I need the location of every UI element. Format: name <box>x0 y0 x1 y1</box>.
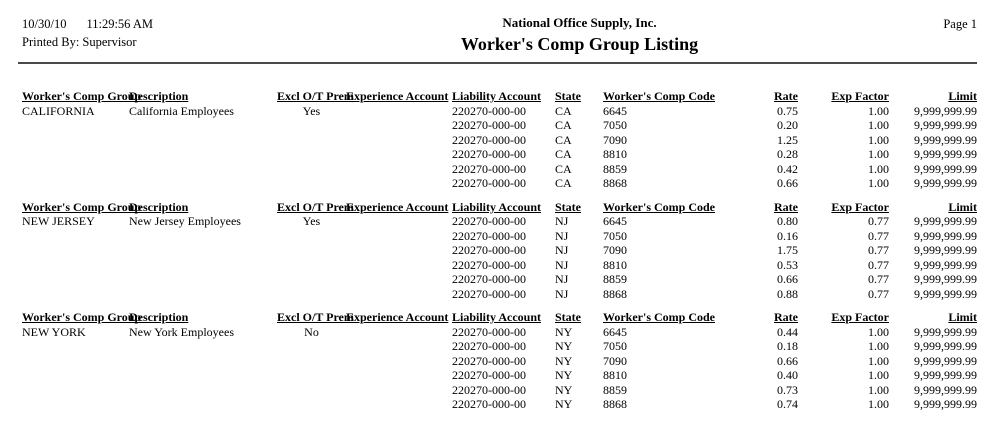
group-section <box>22 310 977 412</box>
group-name <box>22 272 129 287</box>
comp-code-value: 8810 <box>603 368 627 382</box>
column-header: Exp Factor <box>831 199 889 214</box>
column-header: Worker's Comp Code <box>603 199 715 214</box>
company-name: National Office Supply, Inc. <box>502 15 657 30</box>
column-headers <box>22 310 977 325</box>
exp-factor-value: 1.00 <box>868 118 889 132</box>
detail-row <box>22 287 977 302</box>
group-name <box>22 383 129 398</box>
rate-value: 0.66 <box>777 353 798 368</box>
exp-factor-value: 1.00 <box>868 324 889 339</box>
state-value: CA <box>555 161 572 176</box>
state-value: NY <box>555 397 573 411</box>
group-name <box>22 243 129 258</box>
group-description <box>129 272 277 287</box>
liability-account-value: 220270-000-00 <box>452 132 526 147</box>
group-description <box>129 176 277 191</box>
excl-ot-prem-value: Yes <box>302 214 321 228</box>
print-time: 11:29:56 AM <box>86 17 154 31</box>
state-value: NJ <box>555 228 569 243</box>
detail-row <box>22 368 977 383</box>
group-name <box>22 229 129 244</box>
exp-factor-value: 0.77 <box>868 257 889 272</box>
experience-account-value <box>346 339 452 354</box>
excl-ot-prem-value <box>277 147 346 162</box>
state-value: NY <box>555 382 573 397</box>
group-description <box>129 354 277 369</box>
liability-account-value: 220270-000-00 <box>452 272 526 286</box>
experience-account-value <box>346 354 452 369</box>
comp-code-value: 8868 <box>603 286 627 301</box>
column-header: Liability Account <box>452 310 542 324</box>
excl-ot-prem-value <box>277 368 346 383</box>
column-header: Rate <box>774 199 798 214</box>
rate-value: 0.88 <box>777 286 798 301</box>
comp-code-value: 6645 <box>603 324 627 339</box>
rate-value: 0.66 <box>777 176 798 190</box>
limit-value: 9,999,999.99 <box>914 324 977 339</box>
state-value: CA <box>555 176 572 190</box>
experience-account-value <box>346 272 452 287</box>
group-table <box>22 89 977 191</box>
excl-ot-prem-value <box>277 243 346 258</box>
comp-code-value: 6645 <box>603 103 627 118</box>
limit-value: 9,999,999.99 <box>914 147 977 161</box>
rate-value: 0.44 <box>777 324 798 339</box>
rate-value: 0.18 <box>777 339 798 353</box>
rate-value: 0.42 <box>777 161 798 176</box>
column-header: Description <box>129 199 189 214</box>
column-header: Liability Account <box>452 199 542 214</box>
excl-ot-prem-value <box>277 354 346 369</box>
column-header: Description <box>129 89 189 103</box>
comp-code-value: 8810 <box>603 257 627 272</box>
column-header-row <box>22 310 977 325</box>
exp-factor-value: 1.00 <box>868 397 889 411</box>
column-header: State <box>555 89 581 103</box>
group-first-row <box>22 325 977 340</box>
state-value: NJ <box>555 243 569 257</box>
column-header-row <box>22 89 977 104</box>
comp-code-value: 7050 <box>603 339 627 353</box>
group-description <box>129 162 277 177</box>
column-header: Experience Account <box>346 310 449 324</box>
comp-code-value: 8859 <box>603 272 627 286</box>
column-header: Limit <box>948 310 977 324</box>
group-description <box>129 133 277 148</box>
group-table <box>22 310 977 412</box>
group-description <box>129 118 277 133</box>
rate-value: 0.53 <box>777 257 798 272</box>
excl-ot-prem-value <box>277 258 346 273</box>
group-first-row <box>22 214 977 229</box>
comp-code-value: 7050 <box>603 118 627 132</box>
excl-ot-prem-value <box>277 339 346 354</box>
rate-value: 0.66 <box>777 272 798 286</box>
group-name <box>22 147 129 162</box>
excl-ot-prem-value <box>277 229 346 244</box>
column-header: Excl O/T Prem <box>277 199 354 214</box>
experience-account-value <box>346 162 452 177</box>
rate-value: 0.20 <box>777 118 798 132</box>
excl-ot-prem-value <box>277 272 346 287</box>
column-header: Exp Factor <box>831 89 889 103</box>
exp-factor-value: 0.77 <box>868 243 889 257</box>
exp-factor-value: 0.77 <box>868 272 889 286</box>
rate-value: 0.73 <box>777 382 798 397</box>
print-info <box>22 15 272 51</box>
group-description: New York Employees <box>129 324 234 339</box>
comp-code-value: 8859 <box>603 382 627 397</box>
detail-row <box>22 176 977 191</box>
detail-row <box>22 272 977 287</box>
experience-account-value <box>346 176 452 191</box>
experience-account-value <box>346 243 452 258</box>
group-rows <box>22 214 977 301</box>
exp-factor-value: 1.00 <box>868 147 889 161</box>
liability-account-value: 220270-000-00 <box>452 147 526 161</box>
experience-account-value <box>346 368 452 383</box>
group-name <box>22 368 129 383</box>
experience-account-value <box>346 104 452 119</box>
group-name <box>22 339 129 354</box>
state-value: CA <box>555 103 572 118</box>
limit-value: 9,999,999.99 <box>914 214 977 228</box>
exp-factor-value: 1.00 <box>868 339 889 353</box>
group-rows <box>22 325 977 412</box>
state-value: CA <box>555 118 572 132</box>
rate-value: 0.80 <box>777 214 798 228</box>
column-header: Experience Account <box>346 199 449 214</box>
liability-account-value: 220270-000-00 <box>452 324 526 339</box>
excl-ot-prem-value <box>277 287 346 302</box>
limit-value: 9,999,999.99 <box>914 382 977 397</box>
comp-code-value: 7050 <box>603 228 627 243</box>
excl-ot-prem-value <box>277 118 346 133</box>
limit-value: 9,999,999.99 <box>914 272 977 286</box>
exp-factor-value: 1.00 <box>868 161 889 176</box>
experience-account-value <box>346 287 452 302</box>
printed-by-value: Supervisor <box>82 35 137 49</box>
exp-factor-value: 1.00 <box>868 353 889 368</box>
group-name <box>22 162 129 177</box>
column-header: Worker's Comp Code <box>603 310 715 324</box>
rate-value: 1.25 <box>777 132 798 147</box>
group-name <box>22 176 129 191</box>
state-value: NJ <box>555 214 569 228</box>
comp-code-value: 6645 <box>603 214 627 228</box>
column-header: Worker's Comp Group <box>22 199 142 214</box>
comp-code-value: 8810 <box>603 147 627 161</box>
group-description <box>129 229 277 244</box>
group-name: NEW YORK <box>22 324 86 339</box>
liability-account-value: 220270-000-00 <box>452 228 526 243</box>
limit-value: 9,999,999.99 <box>914 397 977 411</box>
group-description <box>129 383 277 398</box>
comp-code-value: 7090 <box>603 353 627 368</box>
detail-row <box>22 147 977 162</box>
liability-account-value: 220270-000-00 <box>452 397 526 411</box>
exp-factor-value: 1.00 <box>868 103 889 118</box>
column-header: State <box>555 199 581 214</box>
liability-account-value: 220270-000-00 <box>452 368 526 382</box>
exp-factor-value: 1.00 <box>868 382 889 397</box>
limit-value: 9,999,999.99 <box>914 339 977 353</box>
liability-account-value: 220270-000-00 <box>452 103 526 118</box>
rate-value: 0.16 <box>777 228 798 243</box>
detail-row <box>22 229 977 244</box>
excl-ot-prem-value <box>277 162 346 177</box>
state-value: NY <box>555 339 573 353</box>
detail-row <box>22 118 977 133</box>
group-name <box>22 354 129 369</box>
excl-ot-prem-value: Yes <box>302 103 321 118</box>
group-rows <box>22 104 977 191</box>
group-name: CALIFORNIA <box>22 103 95 118</box>
state-value: NY <box>555 353 573 368</box>
group-name <box>22 133 129 148</box>
liability-account-value: 220270-000-00 <box>452 161 526 176</box>
group-description: California Employees <box>129 103 234 118</box>
experience-account-value <box>346 147 452 162</box>
column-header: Description <box>129 310 189 324</box>
group-name <box>22 258 129 273</box>
rate-value: 1.75 <box>777 243 798 257</box>
limit-value: 9,999,999.99 <box>914 176 977 190</box>
rate-value: 0.28 <box>777 147 798 161</box>
page-number: Page 1 <box>943 17 977 31</box>
column-header: Rate <box>774 89 798 103</box>
state-value: NJ <box>555 257 569 272</box>
experience-account-value <box>346 229 452 244</box>
experience-account-value <box>346 383 452 398</box>
liability-account-value: 220270-000-00 <box>452 353 526 368</box>
column-header: Excl O/T Prem <box>277 89 354 103</box>
state-value: CA <box>555 147 572 161</box>
limit-value: 9,999,999.99 <box>914 228 977 243</box>
group-section <box>22 200 977 302</box>
limit-value: 9,999,999.99 <box>914 286 977 301</box>
limit-value: 9,999,999.99 <box>914 368 977 382</box>
rate-value: 0.75 <box>777 103 798 118</box>
limit-value: 9,999,999.99 <box>914 132 977 147</box>
print-date: 10/30/10 <box>22 17 67 31</box>
exp-factor-value: 1.00 <box>868 176 889 190</box>
groups-container <box>0 89 993 412</box>
state-value: NJ <box>555 272 569 286</box>
detail-row <box>22 383 977 398</box>
excl-ot-prem-value <box>277 397 346 412</box>
column-headers <box>22 89 977 104</box>
state-value: NY <box>555 368 573 382</box>
comp-code-value: 8868 <box>603 397 627 411</box>
group-description <box>129 147 277 162</box>
group-description <box>129 368 277 383</box>
detail-row <box>22 162 977 177</box>
experience-account-value <box>346 397 452 412</box>
detail-row <box>22 354 977 369</box>
liability-account-value: 220270-000-00 <box>452 118 526 132</box>
exp-factor-value: 0.77 <box>868 228 889 243</box>
comp-code-value: 7090 <box>603 243 627 257</box>
group-table <box>22 200 977 302</box>
limit-value: 9,999,999.99 <box>914 257 977 272</box>
limit-value: 9,999,999.99 <box>914 161 977 176</box>
comp-code-value: 8859 <box>603 161 627 176</box>
group-description <box>129 397 277 412</box>
report-header <box>0 0 993 55</box>
exp-factor-value: 0.77 <box>868 286 889 301</box>
detail-row <box>22 243 977 258</box>
report-titles <box>272 15 887 55</box>
liability-account-value: 220270-000-00 <box>452 286 526 301</box>
group-name: NEW JERSEY <box>22 214 95 228</box>
detail-row <box>22 339 977 354</box>
state-value: NJ <box>555 286 569 301</box>
experience-account-value <box>346 325 452 340</box>
detail-row <box>22 397 977 412</box>
column-header: Worker's Comp Group <box>22 310 142 324</box>
comp-code-value: 8868 <box>603 176 627 190</box>
exp-factor-value: 0.77 <box>868 214 889 228</box>
exp-factor-value: 1.00 <box>868 132 889 147</box>
group-description <box>129 258 277 273</box>
liability-account-value: 220270-000-00 <box>452 243 526 257</box>
column-header: Limit <box>948 89 977 103</box>
column-header: Rate <box>774 310 798 324</box>
state-value: NY <box>555 324 573 339</box>
experience-account-value <box>346 133 452 148</box>
excl-ot-prem-value <box>277 176 346 191</box>
liability-account-value: 220270-000-00 <box>452 382 526 397</box>
rate-value: 0.74 <box>777 397 798 411</box>
group-name <box>22 397 129 412</box>
excl-ot-prem-value <box>277 133 346 148</box>
state-value: CA <box>555 132 572 147</box>
column-headers <box>22 200 977 215</box>
printed-by-label: Printed By: <box>22 35 80 49</box>
column-header: Worker's Comp Code <box>603 89 715 103</box>
comp-code-value: 7090 <box>603 132 627 147</box>
column-header-row <box>22 200 977 215</box>
group-section <box>22 89 977 191</box>
limit-value: 9,999,999.99 <box>914 243 977 257</box>
column-header: Excl O/T Prem <box>277 310 354 324</box>
experience-account-value <box>346 258 452 273</box>
column-header: Exp Factor <box>831 310 889 324</box>
exp-factor-value: 1.00 <box>868 368 889 382</box>
liability-account-value: 220270-000-00 <box>452 176 526 190</box>
liability-account-value: 220270-000-00 <box>452 214 526 228</box>
report-title: Worker's Comp Group Listing <box>460 34 699 54</box>
group-description <box>129 287 277 302</box>
column-header: Liability Account <box>452 89 542 103</box>
header-divider <box>18 62 977 64</box>
liability-account-value: 220270-000-00 <box>452 339 526 353</box>
group-description <box>129 243 277 258</box>
printed-by <box>22 33 272 51</box>
limit-value: 9,999,999.99 <box>914 353 977 368</box>
experience-account-value <box>346 118 452 133</box>
group-name <box>22 287 129 302</box>
print-datetime <box>22 15 272 33</box>
excl-ot-prem-value <box>277 383 346 398</box>
limit-value: 9,999,999.99 <box>914 118 977 132</box>
column-header: Experience Account <box>346 89 449 103</box>
group-name <box>22 118 129 133</box>
experience-account-value <box>346 214 452 229</box>
group-first-row <box>22 104 977 119</box>
detail-row <box>22 258 977 273</box>
column-header: State <box>555 310 581 324</box>
rate-value: 0.40 <box>777 368 798 382</box>
group-description <box>129 339 277 354</box>
column-header: Limit <box>948 199 977 214</box>
column-header: Worker's Comp Group <box>22 89 142 103</box>
liability-account-value: 220270-000-00 <box>452 257 526 272</box>
limit-value: 9,999,999.99 <box>914 103 977 118</box>
excl-ot-prem-value: No <box>304 324 319 339</box>
group-description: New Jersey Employees <box>129 214 241 228</box>
detail-row <box>22 133 977 148</box>
